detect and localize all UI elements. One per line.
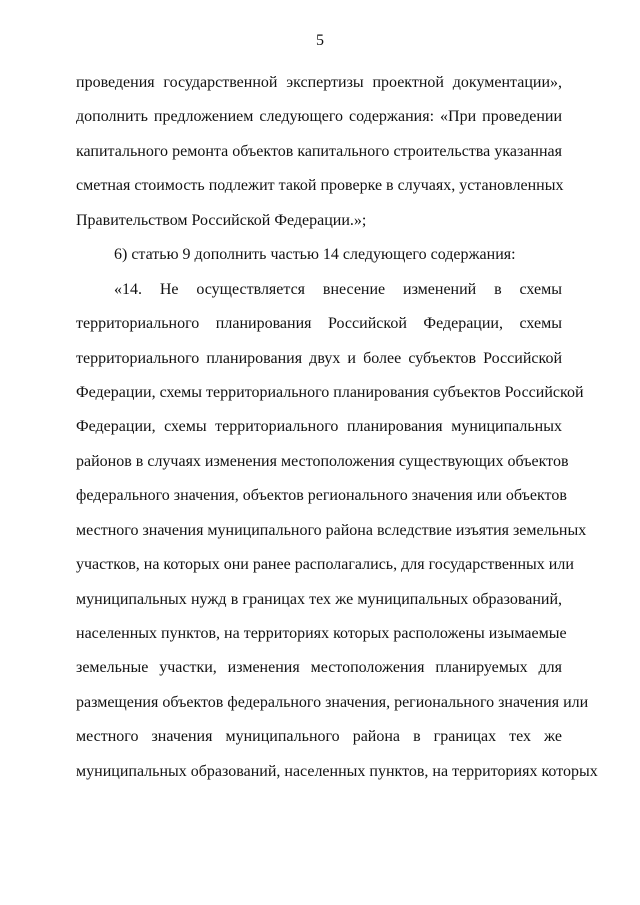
text-line: «14. Не осуществляется внесение изменений в схемы	[114, 280, 562, 298]
text-line: участков, на которых они ранее располагались, для государственных или	[76, 556, 574, 574]
text-line: капитального ремонта объектов капитального строительства указанная	[76, 142, 562, 160]
document-body	[76, 70, 598, 793]
text-line: местного значения муниципального района в границах тех же	[76, 728, 562, 746]
text-line: дополнить предложением следующего содержания: «При проведении	[76, 108, 562, 126]
page-number: 5	[316, 32, 324, 49]
text-line: размещения объектов федерального значения, регионального значения или	[76, 693, 589, 711]
text-line: федерального значения, объектов регионального значения или объектов	[76, 487, 567, 505]
text-line: населенных пунктов, на территориях которых расположены изымаемые	[76, 625, 567, 642]
text-line: Правительством Российской Федерации.»;	[76, 211, 367, 229]
text-line: местного значения муниципального района вследствие изъятия земельных	[76, 521, 587, 539]
text-line: Федерации, схемы территориального планирования муниципальных	[76, 418, 562, 436]
text-line: сметная стоимость подлежит такой проверке в случаях, установленных	[76, 177, 564, 195]
text-line: районов в случаях изменения местоположения существующих объектов	[76, 452, 569, 470]
text-line: земельные участки, изменения местоположения планируемых для	[76, 659, 562, 677]
text-line: проведения государственной экспертизы проектной документации»,	[76, 74, 562, 91]
text-line: муниципальных нужд в границах тех же муниципальных образований,	[76, 590, 562, 608]
text-line: муниципальных образований, населенных пунктов, на территориях которых	[76, 762, 598, 780]
text-line: Федерации, схемы территориального планирования субъектов Российской	[76, 383, 584, 401]
text-line: территориального планирования двух и более субъектов Российской	[76, 349, 562, 367]
text-line: территориального планирования Российской Федерации, схемы	[76, 315, 562, 333]
text-line: 6) статью 9 дополнить частью 14 следующего содержания:	[114, 246, 516, 264]
